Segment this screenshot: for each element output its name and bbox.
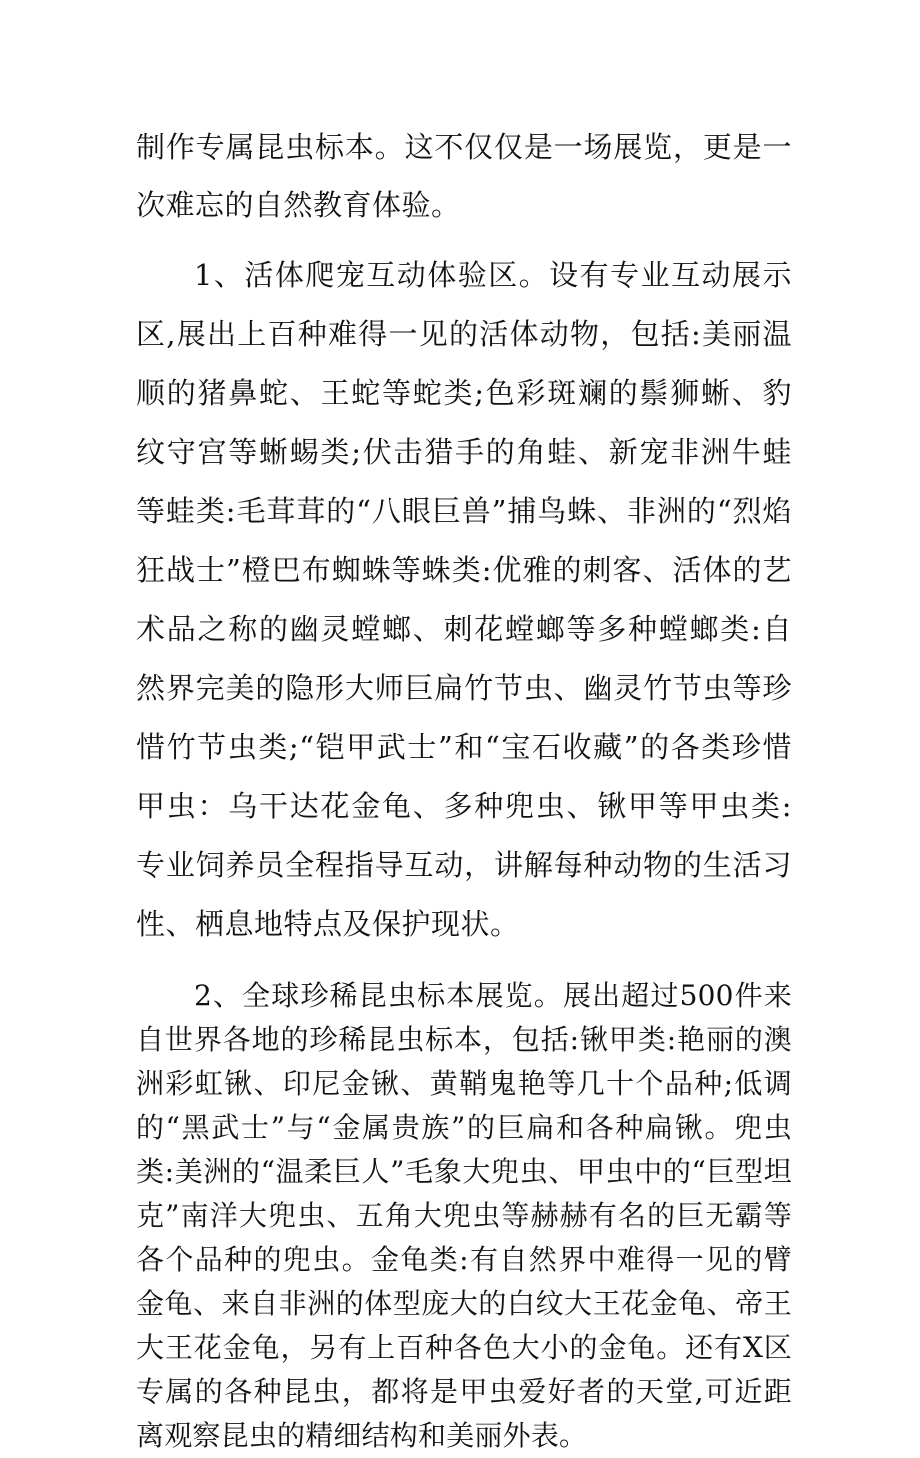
paragraph-insect-specimen-exhibition: 2、全球珍稀昆虫标本展览。展出超过500件来自世界各地的珍稀昆虫标本，包括:锹甲类:艳丽的澳洲彩虹锹、印尼金锹、黄鞘鬼艳等几十个品种;低调的“黑武士”与“金属贵族”的巨扁和各种扁锹。兜虫类:美洲的“温柔巨人”毛象大兜虫、甲虫中的“巨型坦克”南洋大兜虫、五角大兜虫等赫赫有名的巨无霸等各个品种的兜虫。金龟类:有自然界中难得一见的臂金龟、来自非洲的体型庞大的白纹大王花金龟、帝王大王花金龟，另有上百种各色大小的金龟。还有X区专属的各种昆虫，都将是甲虫爱好者的天堂,可近距离观察昆虫的精细结构和美丽外表。 (136, 979, 792, 1452)
document-page (136, 118, 792, 1458)
paragraph-live-reptile-zone: 1、活体爬宠互动体验区。设有专业互动展示区,展出上百种难得一见的活体动物，包括:美丽温顺的猪鼻蛇、王蛇等蛇类;色彩斑斓的鬃狮蜥、豹纹守宫等蜥蜴类;伏击猎手的角蛙、新宠非洲牛蛙等蛙类:毛茸茸的“八眼巨兽”捕鸟蛛、非洲的“烈焰狂战士”橙巴布蜘蛛等蛛类:优雅的刺客、活体的艺术品之称的幽灵螳螂、刺花螳螂等多种螳螂类:自然界完美的隐形大师巨扁竹节虫、幽灵竹节虫等珍惜竹节虫类;“铠甲武士”和“宝石收藏”的各类珍惜甲虫：乌干达花金龟、多种兜虫、锹甲等甲虫类:专业饲养员全程指导互动，讲解每种动物的生活习性、栖息地特点及保护现状。 (136, 258, 792, 941)
paragraph-intro-continuation: 制作专属昆虫标本。这不仅仅是一场展览，更是一次难忘的自然教育体验。 (136, 130, 792, 222)
